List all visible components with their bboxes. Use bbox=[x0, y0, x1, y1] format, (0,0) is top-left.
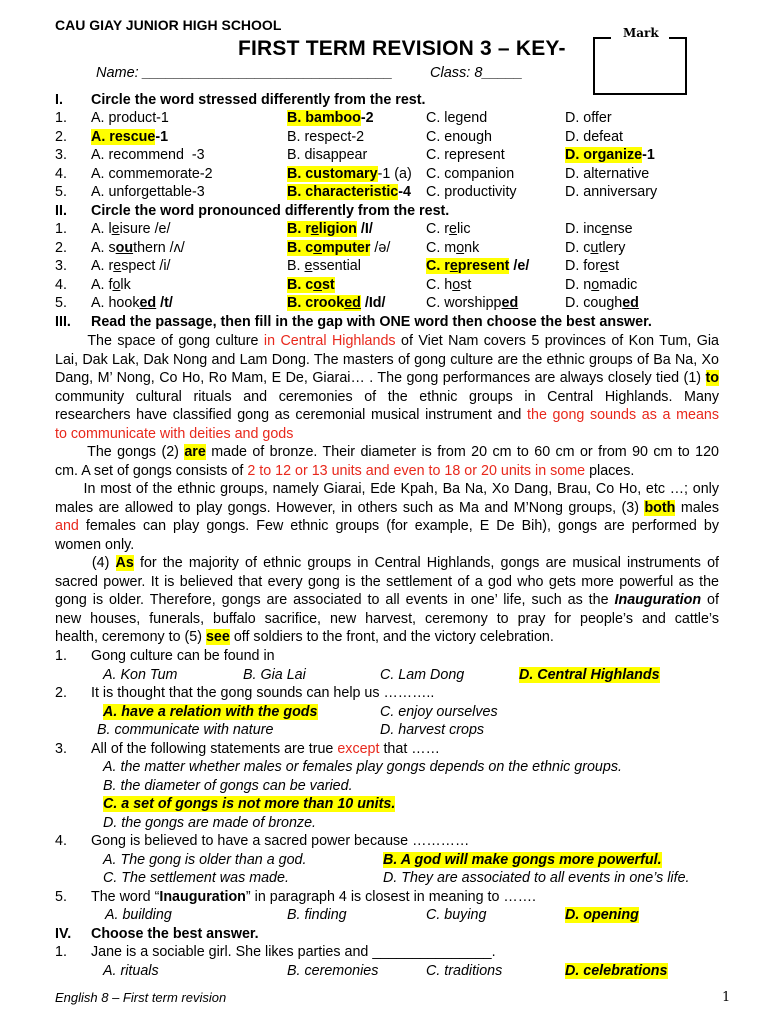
passage-paragraph-2: The gongs (2) are made of bronze. Their diameter is from 20 cm to 60 cm or from 90 cm to 120 cm. A set of gongs consists of 2 to 12 or 13 units and even to 18 or 20 units in some places. bbox=[55, 444, 719, 479]
school-name: CAU GIAY JUNIOR HIGH SCHOOL bbox=[55, 17, 282, 33]
question-3-option-a: A. the matter whether males or females play gongs depends on the ethnic groups. bbox=[103, 759, 622, 775]
footer-label: English 8 – First term revision bbox=[55, 990, 227, 1005]
question-3-option-c: C. a set of gongs is not more than 10 units. bbox=[103, 796, 396, 812]
question-5: 5. The word “Inauguration” in paragraph 4 is closest in meaning to ……. bbox=[55, 889, 536, 905]
page-number: 1 bbox=[722, 990, 731, 1005]
s2-row-2: 2. A. southern /ʌ/ B. computer /ə/ C. monk D. cutlery bbox=[55, 240, 626, 256]
mark-label: Mark bbox=[623, 26, 659, 40]
s2-row-3: 3. A. respect /i/ B. essential C. represent /e/ D. forest bbox=[55, 258, 620, 274]
s1-row-4: 4. A. commemorate-2 B. customary-1 (a) C. companion D. alternative bbox=[55, 166, 650, 182]
passage-paragraph-3: In most of the ethnic groups, namely Giarai, Ede Kpah, Ba Na, Xo Dang, Brau, Co Ho, etc …; only males are allowed to play gongs. However, in others such as Ma and M’Nong groups, (3) both males and females can play gongs. Few ethnic groups (for example, E De Bih), gongs are performed by women only. bbox=[55, 481, 720, 553]
section-2-heading: II. Circle the word pronounced differently from the rest. bbox=[55, 203, 450, 219]
passage-paragraph-4: (4) As for the majority of ethnic groups in Central Highlands, gongs are musical instruments of sacred power. It is believed that every gong is the settlement of a god who gets more powerful as the gong is older. Therefore, gongs are associated to all events in one’ life, such as the Inauguration of new houses, funerals, buffalo sacrifice, new harvest, ceremony to pray for people’s and cattle’s health, ceremony to (5) see off soldiers to the front, and the victory celebration. bbox=[55, 555, 720, 646]
page-title: FIRST TERM REVISION 3 – KEY- bbox=[238, 37, 566, 60]
question-4: 4. Gong is believed to have a sacred power because ………… bbox=[55, 833, 470, 849]
section-3-heading: III. Read the passage, then fill in the gap with ONE word then choose the best answer. bbox=[55, 314, 652, 330]
question-3-option-d: D. the gongs are made of bronze. bbox=[103, 815, 316, 831]
section-1-heading: I. Circle the word stressed differently from the rest. bbox=[55, 92, 426, 108]
question-5-options: A. building B. finding C. buying D. opening bbox=[105, 907, 639, 923]
question-4-options-1: A. The gong is older than a god. B. A god will make gongs more powerful. bbox=[103, 852, 662, 868]
question-2-options-2: B. communicate with nature D. harvest crops bbox=[97, 722, 485, 738]
s4-question-1-options: A. rituals B. ceremonies C. traditions D. celebrations bbox=[103, 963, 668, 979]
passage-paragraph-1: The space of gong culture in Central Highlands of Viet Nam covers 5 provinces of Kon Tum, Gia Lai, Dak Lak, Dak Nong and Lam Dong. The masters of gong culture are the ethnic groups of Ba Na, Xo Dang, M’ Nong, Co Ho, Ro Mam, E De, Giarai… . The gong performances are always closely tied (1) to community cultural rituals and ceremonies of the ethnic groups in Central Highlands. Many researchers have classified gong as ceremonial musical instrument and the gong sounds as a means to communicate with deities and gods bbox=[55, 333, 719, 442]
section-4-heading: IV. Choose the best answer. bbox=[55, 926, 259, 942]
s4-question-1: 1. Jane is a sociable girl. She likes parties and _______________. bbox=[55, 944, 496, 960]
question-1-options: A. Kon Tum B. Gia Lai C. Lam Dong D. Central Highlands bbox=[103, 667, 660, 683]
s2-row-5: 5. A. hooked /t/ B. crooked /Id/ C. worshipped D. coughed bbox=[55, 295, 639, 311]
question-4-options-2: C. The settlement was made. D. They are associated to all events in one’s life. bbox=[103, 870, 690, 886]
s1-row-3: 3. A. recommend -3 B. disappear C. represent D. organize-1 bbox=[55, 147, 655, 163]
s2-row-1: 1. A. leisure /e/ B. religion /I/ C. relic D. incense bbox=[55, 221, 633, 237]
s2-row-4: 4. A. folk B. cost C. host D. nomadic bbox=[55, 277, 638, 293]
question-3-option-b: B. the diameter of gongs can be varied. bbox=[103, 778, 353, 794]
question-2: 2. It is thought that the gong sounds can help us ……….. bbox=[55, 685, 435, 701]
mark-box bbox=[593, 37, 687, 95]
question-2-options-1: A. have a relation with the gods C. enjoy ourselves bbox=[103, 704, 498, 720]
s1-row-2: 2. A. rescue-1 B. respect-2 C. enough D. defeat bbox=[55, 129, 624, 145]
name-field: Name: _______________________________ bbox=[96, 65, 393, 81]
s1-row-5: 5. A. unforgettable-3 B. characteristic-4 C. productivity D. anniversary bbox=[55, 184, 658, 200]
class-field: Class: 8_____ bbox=[430, 65, 523, 81]
question-1: 1. Gong culture can be found in bbox=[55, 648, 275, 664]
s1-row-1: 1. A. product-1 B. bamboo-2 C. legend D. offer bbox=[55, 110, 612, 126]
question-3: 3. All of the following statements are true except that …… bbox=[55, 741, 440, 757]
